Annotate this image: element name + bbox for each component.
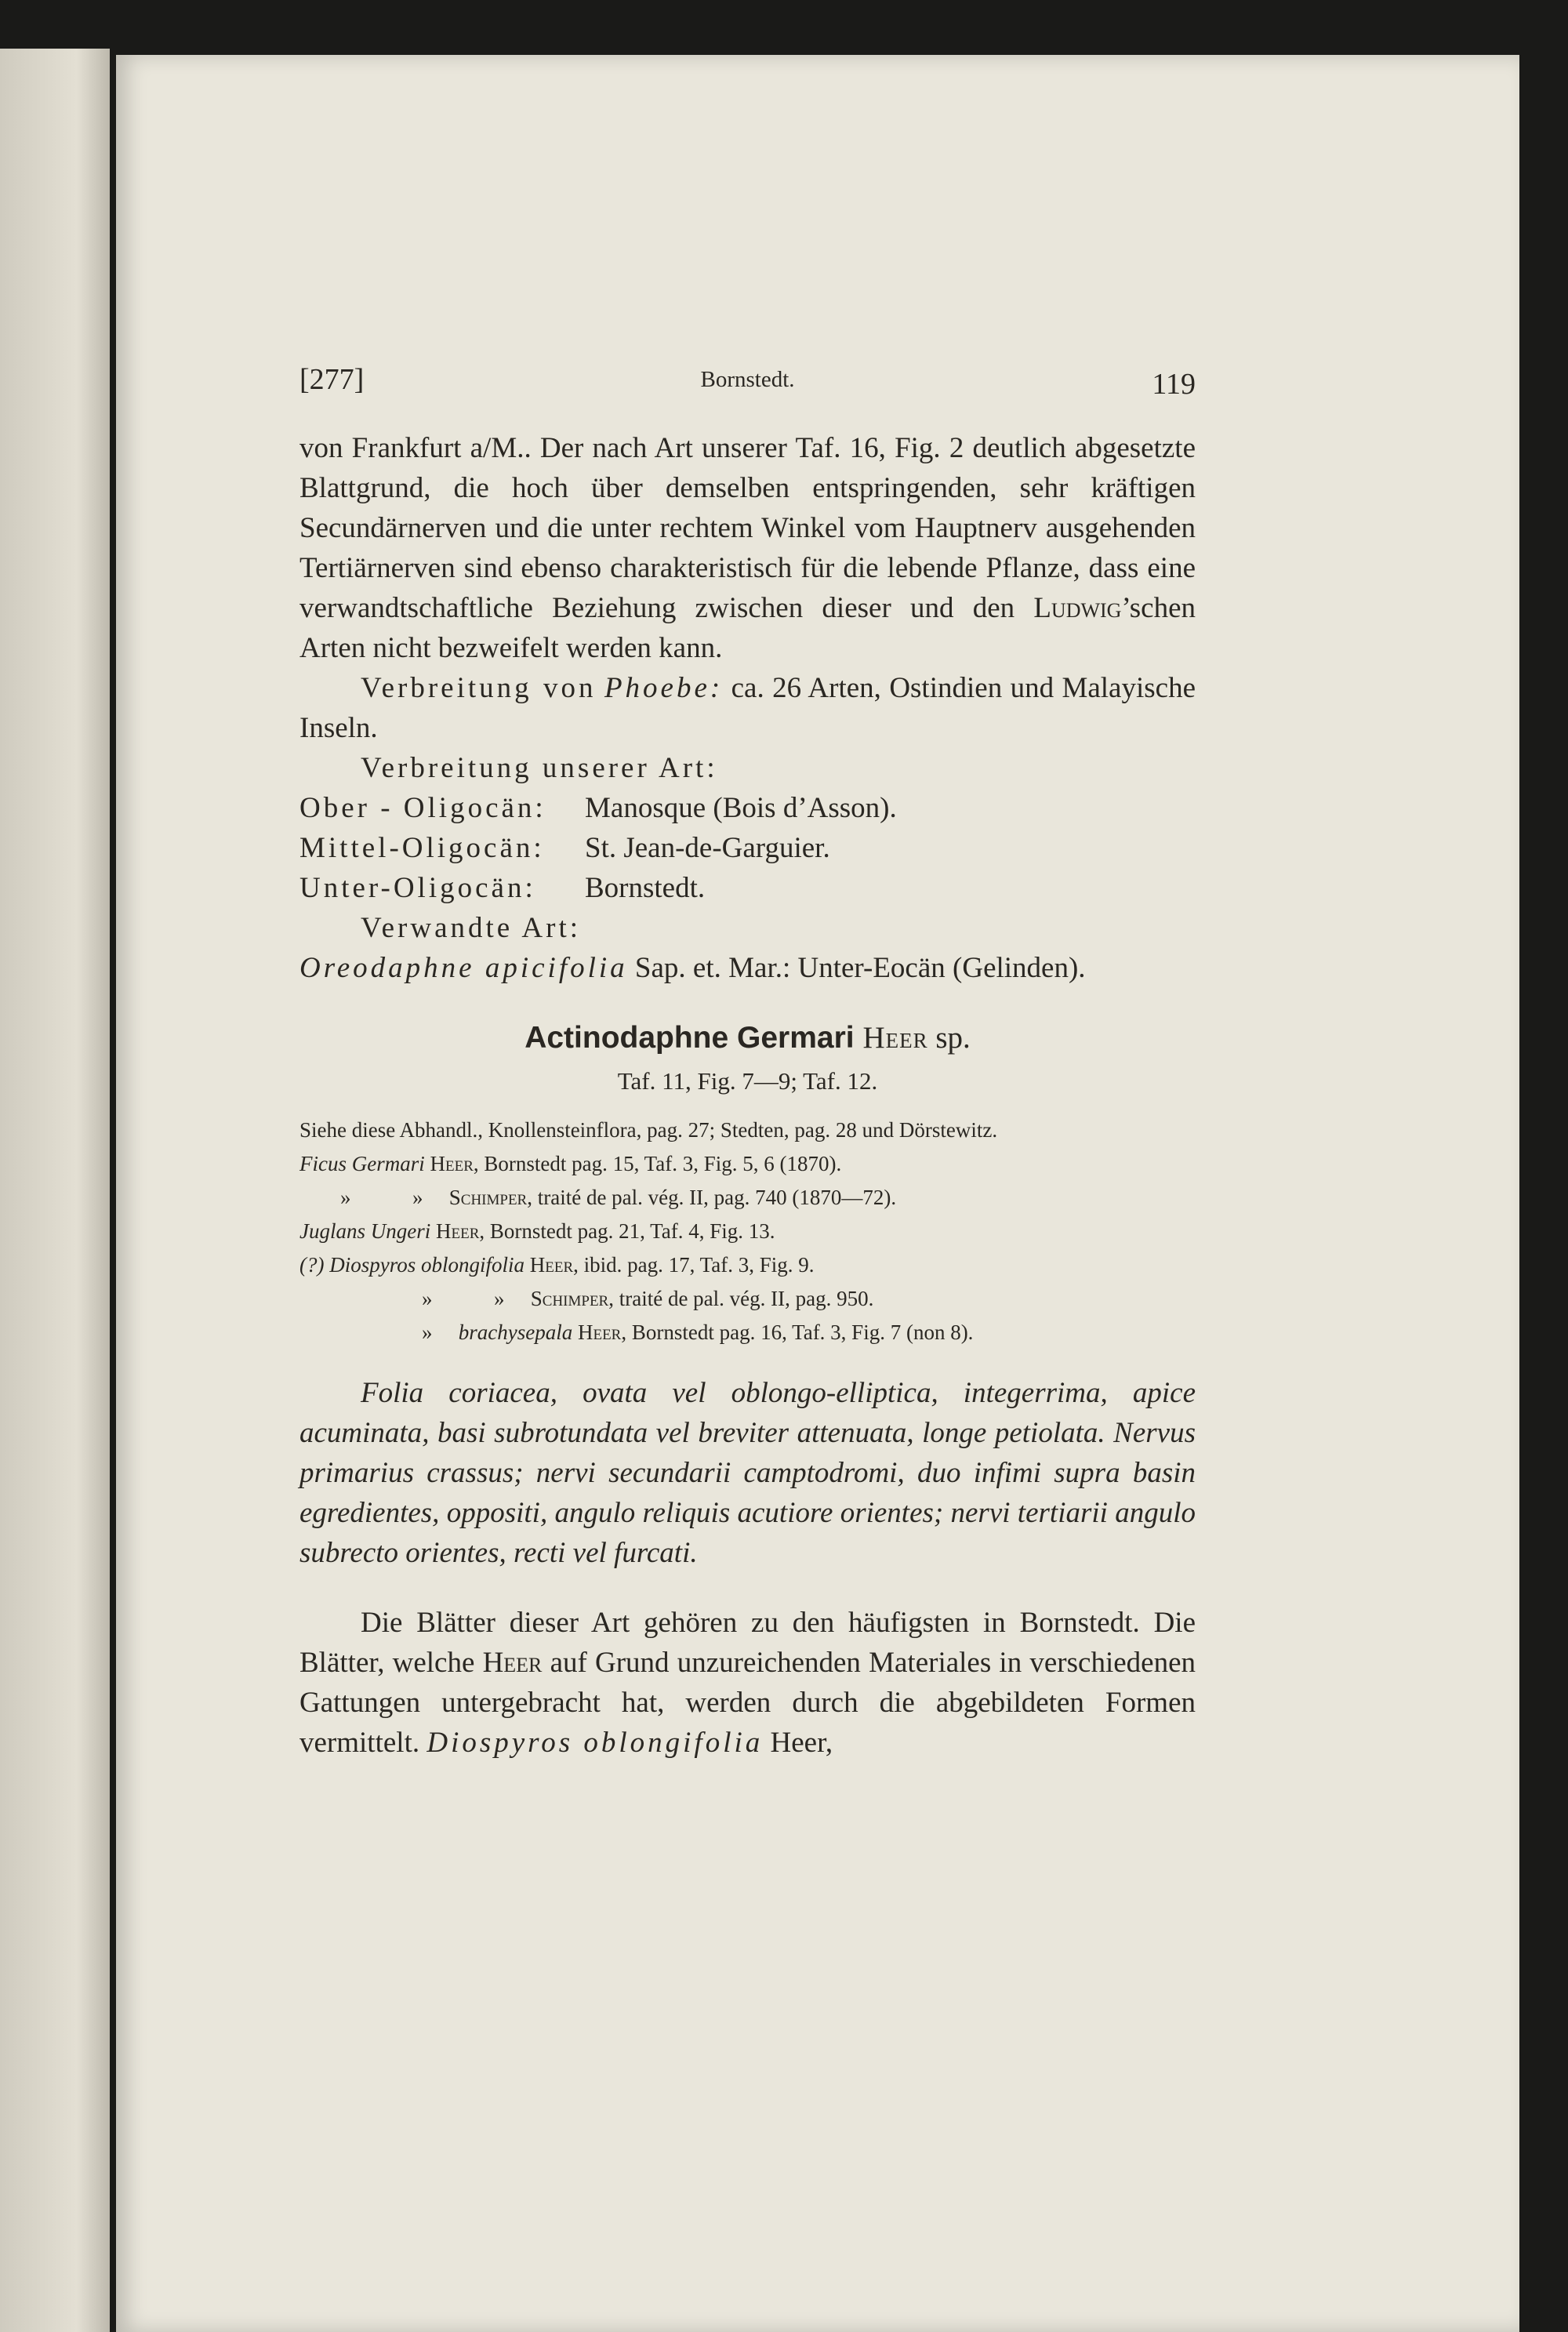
- synonym-name: Juglans Ungeri: [299, 1219, 431, 1243]
- ditto-mark: »: [422, 1320, 433, 1344]
- strata-row: [299, 828, 1196, 868]
- species-title: [299, 1016, 1196, 1060]
- synonym-line: [299, 1316, 1196, 1349]
- ditto-mark: »: [340, 1186, 351, 1209]
- header-title: Bornstedt.: [700, 367, 795, 392]
- ditto-mark: »: [494, 1287, 505, 1310]
- text-run: Heer,: [763, 1727, 833, 1759]
- text-run: ’schen Arten nicht bezweifelt werden kann.: [299, 592, 1196, 664]
- related-species: [299, 948, 1196, 988]
- synonym-author: Heer: [577, 1320, 622, 1344]
- synonym-author: Schimper: [448, 1186, 528, 1209]
- synonymy-list: [299, 1113, 1196, 1349]
- text-run: Die Blätter dieser Art gehören zu den häufigsten in Bornstedt. Die Blätter, welche: [299, 1607, 1196, 1679]
- species-name: Actinodaphne Germari: [524, 1021, 855, 1055]
- strata-list: [299, 788, 1196, 908]
- synonym-name: (?) Diospyros oblongifolia: [299, 1253, 524, 1277]
- synonym-line: [299, 1282, 1196, 1316]
- running-header: [299, 362, 1196, 409]
- synonym-line: [299, 1181, 1196, 1215]
- text-run: , traité de pal. vég. II, pag. 740 (1870—72).: [527, 1186, 897, 1209]
- text-run: von Frankfurt a/M.. Der nach Art unserer Taf. 16, Fig. 2 deutlich abgesetzte Blattgrund, die hoch über demselben entspringenden, sehr kräftigen Secundärnerven und die unter rechtem Winkel vom Hauptnerv ausgehenden Tertiärnerven sind ebenso charakteristisch für die lebende Pflanze, dass eine verwandtschaftliche Beziehung zwischen dieser und den: [299, 432, 1196, 624]
- synonym-line: [299, 1147, 1196, 1181]
- strata-key: Ober - Oligocän:: [299, 792, 546, 824]
- author-heer: Heer: [482, 1647, 543, 1679]
- facing-page-edge: [0, 49, 110, 2332]
- paragraph-intro: [299, 428, 1196, 668]
- heading-related-species: Verwandte Art:: [361, 912, 582, 944]
- author-ludwig: Ludwig: [1033, 592, 1122, 624]
- species-name-inline: Diospyros oblongifolia: [426, 1727, 764, 1759]
- plate-reference: Taf. 11, Fig. 7—9; Taf. 12.: [617, 1067, 878, 1095]
- species-author: Heer: [862, 1021, 928, 1055]
- strata-value: Manosque (Bois d’Asson).: [585, 792, 897, 824]
- text-run: , traité de pal. vég. II, pag. 950.: [608, 1287, 874, 1310]
- text-run: Sap. et. Mar.: Unter-Eocän (Gelinden).: [627, 952, 1086, 984]
- synonym-line: [299, 1248, 1196, 1282]
- page-number: 119: [1152, 368, 1196, 401]
- strata-key: Mittel-Oligocän:: [299, 832, 545, 864]
- text-run: , Bornstedt pag. 21, Taf. 4, Fig. 13.: [479, 1219, 775, 1243]
- species-rank: sp.: [927, 1021, 971, 1055]
- synonym-line: [299, 1113, 1196, 1147]
- text-run: ca. 26 Arten, Ostindien und Malayische Inseln.: [299, 672, 1196, 744]
- ditto-mark: »: [422, 1287, 433, 1310]
- text-run: auf Grund unzureichenden Materiales in verschiedenen Gattungen untergebracht hat, werden durch die abgebildeten Formen vermittelt.: [299, 1647, 1196, 1759]
- synonym-name: brachysepala: [458, 1320, 573, 1344]
- text-run: , Bornstedt pag. 16, Taf. 3, Fig. 7 (non 8).: [621, 1320, 974, 1344]
- heading-distribution-species: Verbreitung unserer Art:: [361, 752, 718, 784]
- synonym-author: Heer: [430, 1152, 474, 1175]
- ditto-mark: »: [412, 1186, 423, 1209]
- synonym-line: [299, 1215, 1196, 1248]
- header-page-ref: [277]: [299, 363, 365, 396]
- synonym-author: Heer: [435, 1219, 480, 1243]
- text-run: , ibid. pag. 17, Taf. 3, Fig. 9.: [573, 1253, 815, 1277]
- synonym-name: Ficus Germari: [299, 1152, 425, 1175]
- paragraph-discussion: [299, 1603, 1196, 1763]
- spaced-label: Verbreitung von: [361, 672, 597, 704]
- strata-row: [299, 788, 1196, 828]
- strata-value: Bornstedt.: [585, 872, 706, 904]
- strata-row: [299, 868, 1196, 908]
- text-run: , Bornstedt pag. 15, Taf. 3, Fig. 5, 6 (1870).: [473, 1152, 842, 1175]
- page-body: [299, 428, 1196, 1763]
- strata-key: Unter-Oligocän:: [299, 872, 536, 904]
- text-run: Siehe diese Abhandl., Knollensteinflora, pag. 27; Stedten, pag. 28 und Dörstewitz.: [299, 1118, 998, 1142]
- genus-name: Phoebe:: [604, 672, 724, 704]
- synonym-author: Schimper: [530, 1287, 609, 1310]
- paragraph-distribution-genus: [299, 668, 1196, 748]
- related-species-name: Oreodaphne apicifolia: [299, 952, 628, 984]
- strata-value: St. Jean-de-Garguier.: [585, 832, 830, 864]
- latin-diagnosis: Folia coriacea, ovata vel oblongo-elliptica, integerrima, apice acuminata, basi subrotundata vel breviter attenuata, longe petiolata. Nervus primarius crassus; nervi secundarii camptodromi, duo infimi supra basin egredientes, oppositi, angulo reliquis acutiore orientes; nervi tertiarii angulo subrecto orientes, recti vel furcati.: [299, 1377, 1196, 1569]
- synonym-author: Heer: [529, 1253, 574, 1277]
